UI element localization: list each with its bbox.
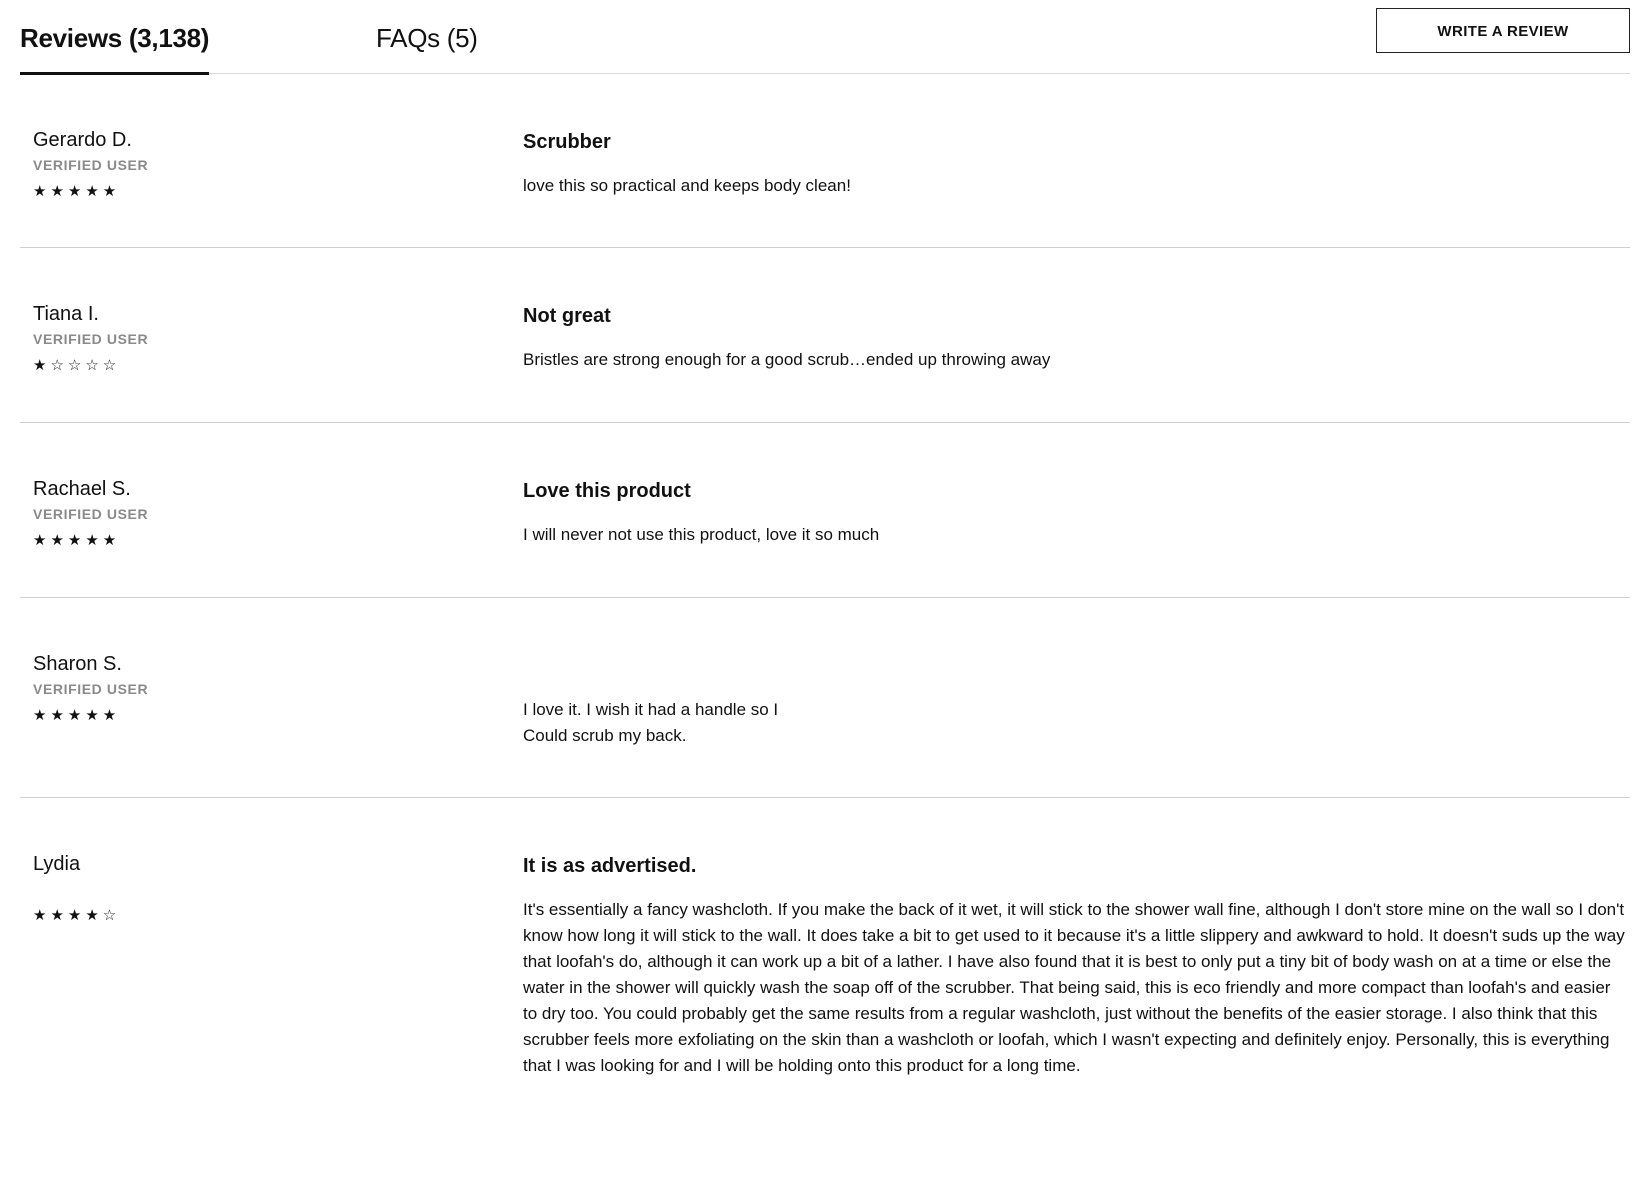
review-title: It is as advertised. — [523, 855, 697, 877]
reviewer-info — [33, 477, 453, 549]
review-item — [20, 248, 1630, 423]
write-review-button[interactable]: WRITE A REVIEW — [1376, 8, 1630, 53]
review-item — [20, 423, 1630, 598]
review-content — [523, 478, 1628, 548]
tab-reviews[interactable]: Reviews (3,138) — [20, 20, 209, 75]
star-rating: ★★★★★ — [33, 706, 121, 724]
review-body: I will never not use this product, love it so much — [523, 525, 880, 544]
review-content — [523, 653, 1628, 749]
star-rating: ★★★★☆ — [33, 906, 121, 924]
review-title: Not great — [523, 305, 611, 327]
tab-faqs[interactable]: FAQs (5) — [376, 23, 478, 53]
reviewer-info — [33, 128, 453, 200]
review-title: Scrubber — [523, 131, 611, 153]
verified-user-badge: VERIFIED USER — [33, 506, 149, 522]
review-item — [20, 74, 1630, 248]
reviewer-name: Rachael S. — [33, 478, 131, 500]
reviewer-name: Lydia — [33, 853, 81, 875]
reviewer-info — [33, 652, 453, 724]
review-body: love this so practical and keeps body clean! — [523, 176, 851, 195]
review-item — [20, 798, 1630, 1178]
review-body: It's essentially a fancy washcloth. If you make the back of it wet, it will stick to the shower wall fine, although I don't store mine on the wall so I don't know how long it will stick to the wall. It does take a bit to get used to it because it's a little slippery and awkward to hold. It doesn't suds up the way that loofah's do, although it can work up a bit of a lather. I have also found that it is best to only put a tiny bit of body wash on at a time or else the water in the shower will quickly wash the soap off of the scrubber. That being said, this is eco friendly and more compact than loofah's and easier to dry too. You could probably get the same results from a regular washcloth, just without the benefits of the easier storage. I also think that this scrubber feels more exfoliating on the skin than a washcloth or loofah, which I wasn't expecting and definitely enjoy. Personally, this is everything that I was looking for and I will be holding onto this product for a long time. — [523, 900, 1625, 1075]
review-title: Love this product — [523, 480, 691, 502]
star-rating: ★★★★★ — [33, 531, 121, 549]
review-content — [523, 303, 1628, 373]
verified-user-badge: VERIFIED USER — [33, 331, 149, 347]
review-title — [523, 653, 1628, 679]
review-body: I love it. I wish it had a handle so I Could scrub my back. — [523, 700, 779, 745]
review-list — [20, 74, 1630, 1178]
reviewer-name: Gerardo D. — [33, 129, 132, 151]
review-item — [20, 598, 1630, 798]
star-rating: ★☆☆☆☆ — [33, 356, 121, 374]
reviewer-name: Tiana I. — [33, 303, 99, 325]
review-tabs-bar — [20, 0, 1630, 74]
reviewer-info — [33, 852, 453, 924]
reviewer-name: Sharon S. — [33, 653, 122, 675]
review-content — [523, 853, 1628, 1079]
verified-user-badge: VERIFIED USER — [33, 157, 149, 173]
reviewer-info — [33, 302, 453, 374]
verified-user-badge: VERIFIED USER — [33, 681, 149, 697]
review-body: Bristles are strong enough for a good scrub…ended up throwing away — [523, 350, 1051, 369]
star-rating: ★★★★★ — [33, 182, 121, 200]
review-content — [523, 129, 1628, 199]
